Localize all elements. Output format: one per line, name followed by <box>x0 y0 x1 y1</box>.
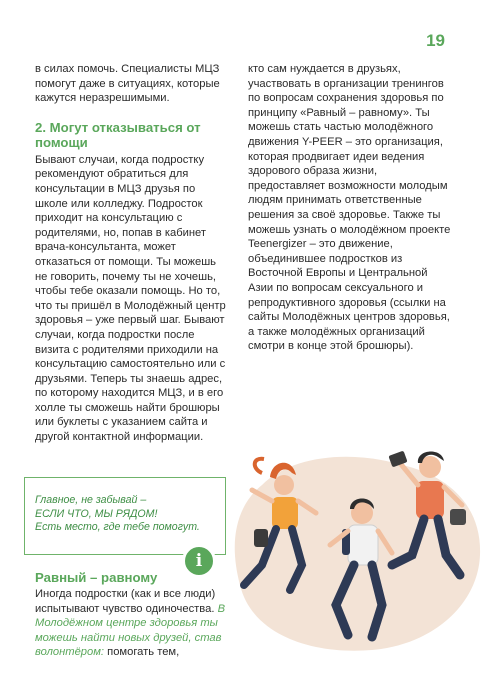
left-column <box>35 62 230 445</box>
section-heading: 2. Могут отказываться от помощи <box>35 119 201 151</box>
peer-text-end: помогать тем, <box>104 646 180 659</box>
tip-line-1: Главное, не забывай – <box>35 494 147 506</box>
right-body-paragraph: кто сам нуждается в друзьях, участвовать в организации тренингов по вопросам сохранения здоровья по принципу «Равный – равному». Ты можешь стать частью молодёжного движения Y-PEER – это организация, которая продвигает идеи ведения здорового образа жизни, предоставляет возможности молодым людям принимать ответственные решения за своё здоровье. Также ты можешь узнать о молодёжном проекте Teenergizer – это движение, объединившее подростков из Восточной Европы и Центральной Азии по вопросам сексуального и репродуктивного здоровья (ссылки на сайты Молодёжных центров здоровья, а также молодёжных организаций смотри в конце этой брошюры). <box>248 63 451 353</box>
info-icon: i <box>182 544 216 578</box>
tip-line-2: ЕСЛИ ЧТО, МЫ РЯДОМ! <box>35 507 158 520</box>
peer-text: Иногда подростки (как и все люди) испытывают чувство одиночества. <box>35 588 216 615</box>
peer-heading: Равный – равному <box>35 570 158 585</box>
intro-paragraph: в силах помочь. Специалисты МЦЗ помогут даже в ситуациях, которые кажутся неразрешимыми. <box>35 63 220 105</box>
body-paragraph: Бывают случаи, когда подростку рекомендуют обратиться для консультации в МЦЗ друзья по школе или колледжу. Подросток приходит на консультацию с родителями, но, попав в кабинет врача-консультанта, может отказаться от помощи. Ты можешь не говорить, почему ты не хочешь, чтобы тебе оказали помощь. Но то, что ты пришёл в Молодёжный центр здоровья – уже первый шаг. Бывают случаи, когда подростки после визита с родителями приходили на консультацию самостоятельно или с друзьями. Теперь ты знаешь адрес, по которому находится МЦЗ, и в его холле ты сможешь найти брошюры или буклеты с указанием сайта и другой контактной информации. <box>35 153 226 444</box>
page-number: 19 <box>426 31 445 50</box>
jumping-teenagers-illustration <box>232 445 485 655</box>
peer-highlight: В Молодёжном центре здоровья ты можешь найти новых друзей, став волонтёром: <box>35 602 226 659</box>
tip-text <box>35 494 221 535</box>
peer-paragraph <box>35 587 230 660</box>
tip-line-3: Есть место, где тебе помогут. <box>35 521 200 534</box>
right-column <box>248 62 453 354</box>
